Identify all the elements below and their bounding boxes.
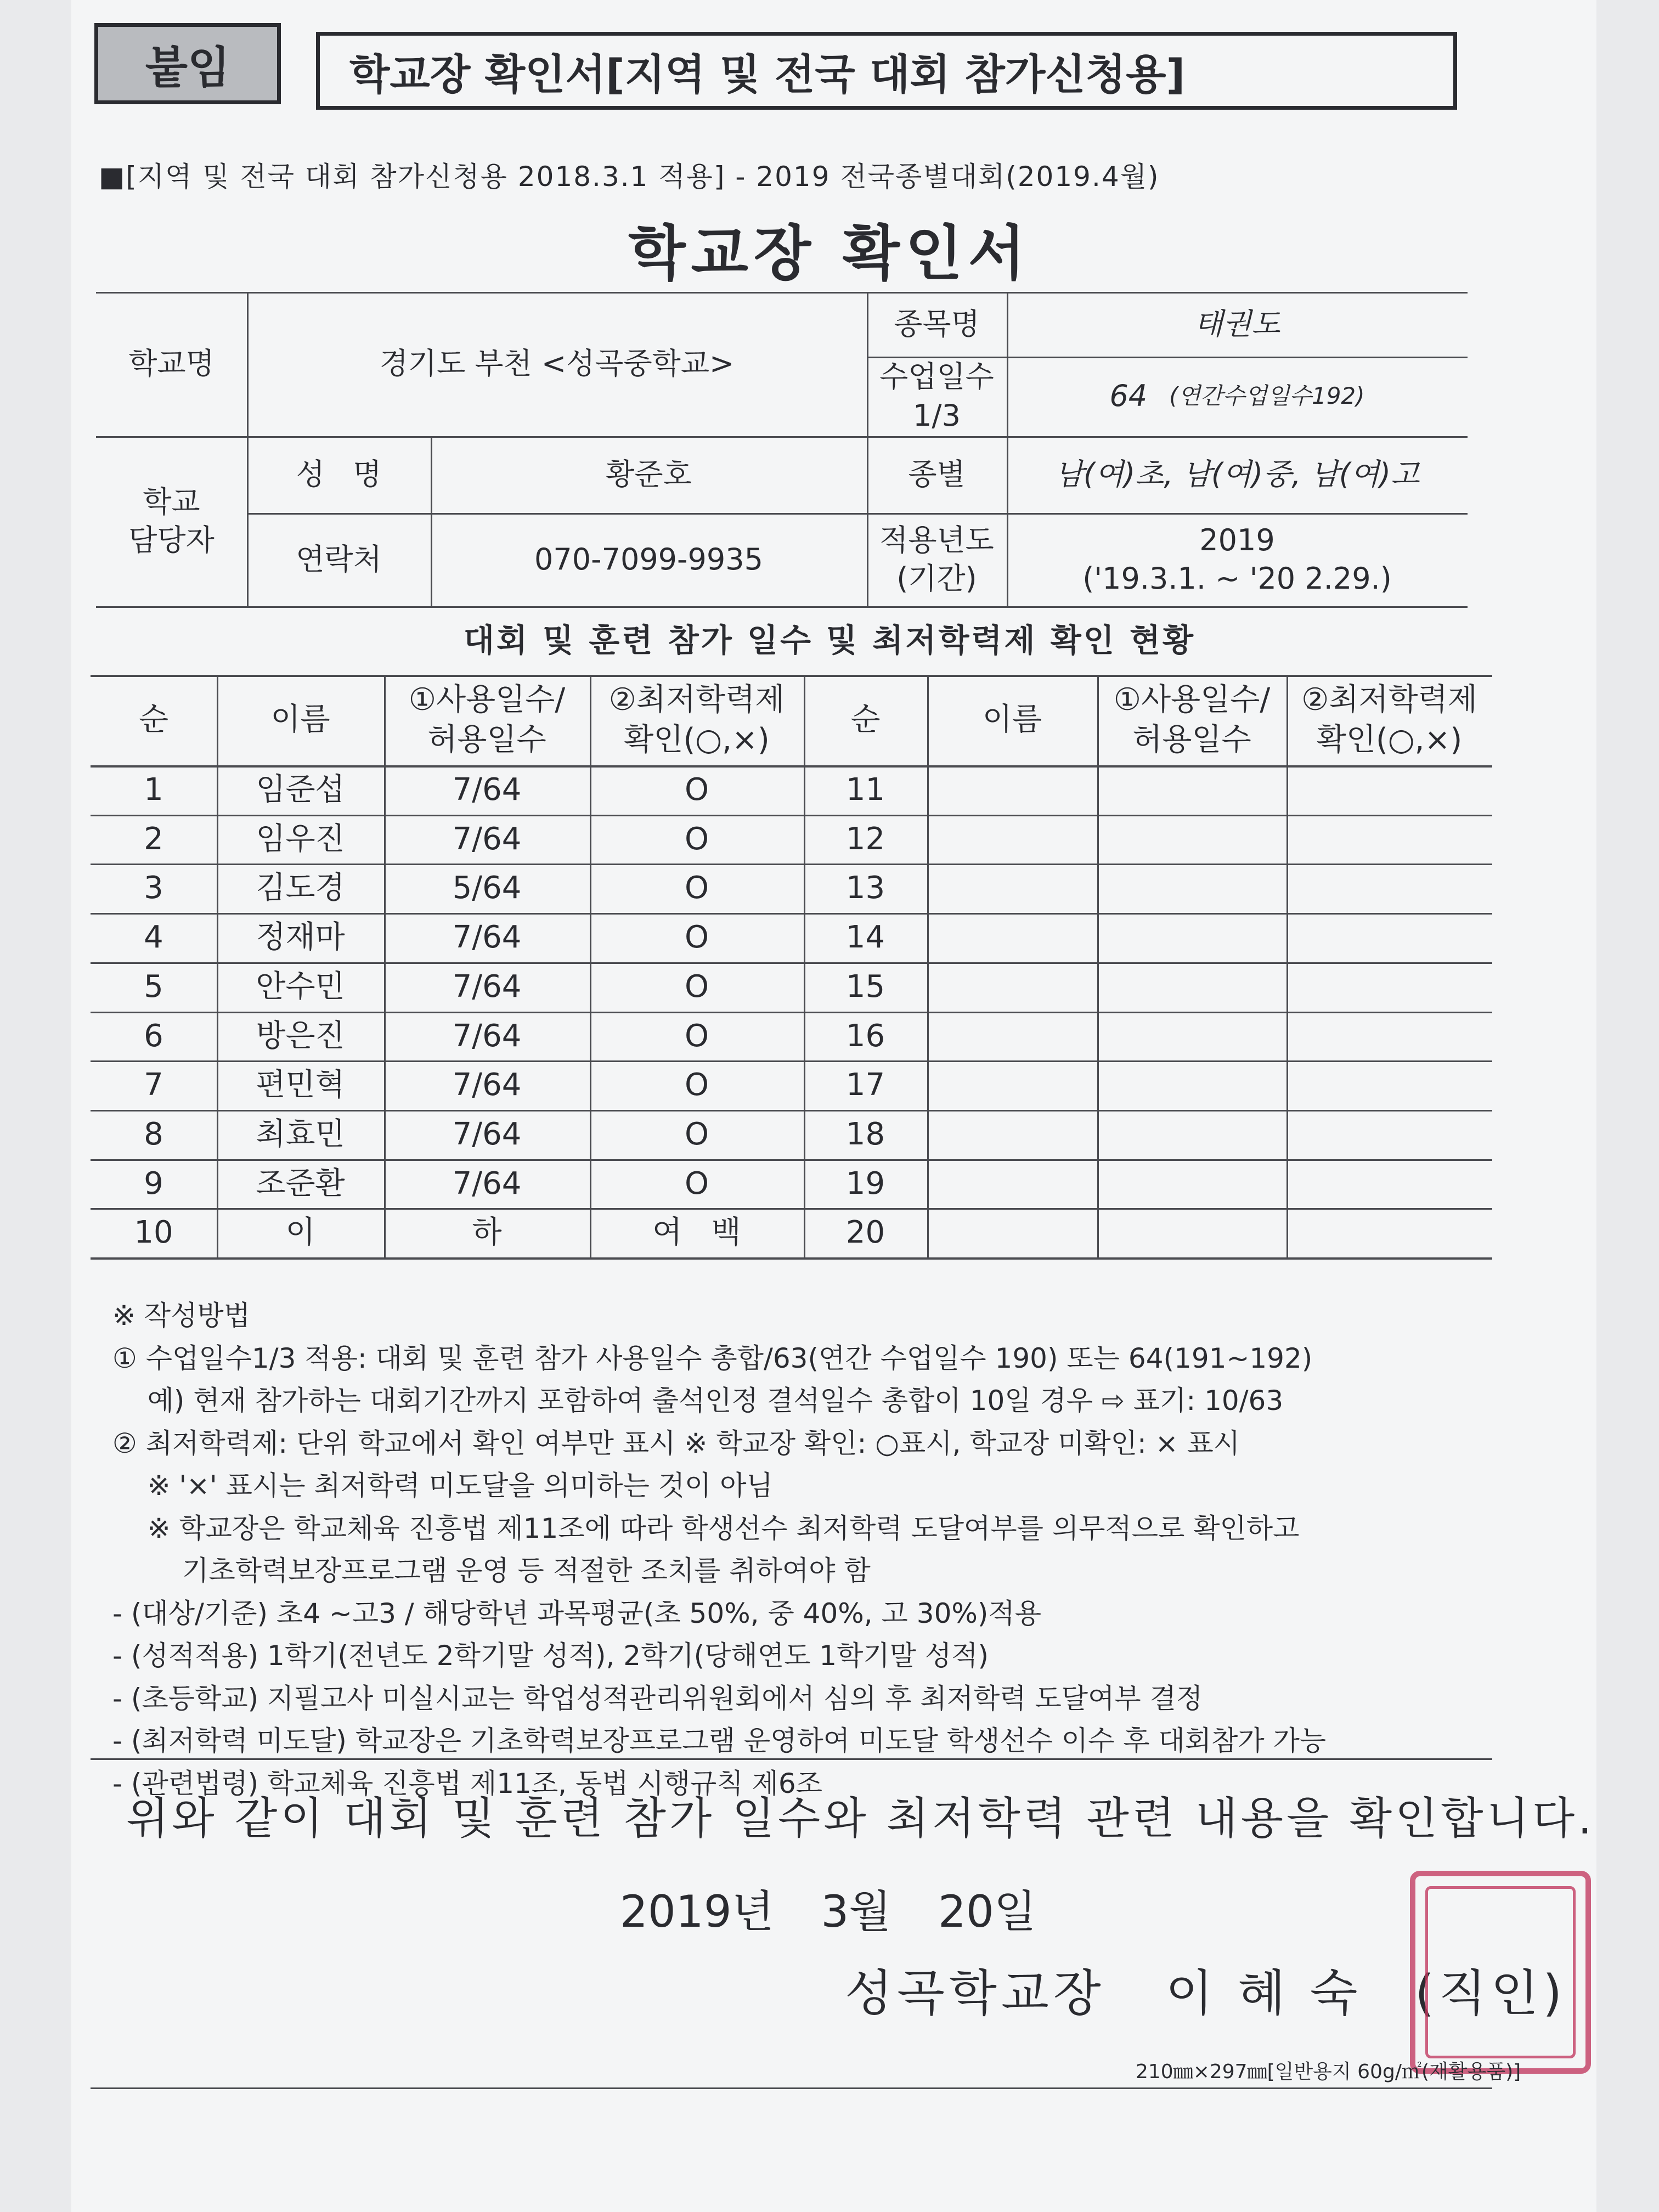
table-bottom-rule bbox=[91, 1257, 1492, 1260]
row-no-cell: 3 bbox=[144, 870, 163, 906]
row-check-cell: O bbox=[684, 919, 709, 955]
row-name-cell: 안수민 bbox=[256, 968, 345, 1005]
header-days-right-line2: 허용일수 bbox=[1132, 721, 1251, 758]
row-name-cell: 임준섭 bbox=[256, 771, 345, 808]
paper-spec-footer: 210㎜×297㎜[일반용지 60g/㎡(재활용품)] bbox=[1136, 2061, 1521, 2083]
manager-label bbox=[96, 436, 247, 606]
row-no-cell: 9 bbox=[144, 1165, 163, 1201]
row-check-cell: O bbox=[684, 771, 709, 808]
name-value: 황준호 bbox=[606, 456, 692, 492]
instruction-line: - (최저학력 미도달) 학교장은 기초학력보장프로그램 운영하여 미도달 학생선수 이수 후 대회참가 가능 bbox=[112, 1725, 1327, 1757]
row-name-cell: 편민혁 bbox=[256, 1066, 345, 1103]
row-check-cell: 여 백 bbox=[652, 1214, 741, 1250]
row-days-cell: 5/64 bbox=[452, 870, 522, 906]
instruction-line: ※ 학교장은 학교체육 진흥법 제11조에 따라 학생선수 최저학력 도달여부를 의무적으로 확인하고 bbox=[112, 1512, 1300, 1544]
row-no-cell: 2 bbox=[144, 821, 163, 857]
row-days-cell: 7/64 bbox=[452, 1165, 522, 1201]
row-no-cell: 1 bbox=[144, 771, 163, 808]
category-value: 남(여)초, 남(여)중, 남(여)고 bbox=[1054, 456, 1420, 492]
instruction-line: ① 수업일수1/3 적용: 대회 및 훈련 참가 사용일수 총합/63(연간 수업일수 190) 또는 64(191~192) bbox=[112, 1342, 1313, 1374]
date-month: 3월 bbox=[821, 1886, 891, 1937]
header-days-right bbox=[1097, 675, 1286, 765]
instruction-line: - (성적적용) 1학기(전년도 2학기말 성적), 2학기(당해연도 1학기말 성적) bbox=[112, 1640, 989, 1672]
official-seal-stamp bbox=[1410, 1871, 1591, 2074]
row-check-cell: O bbox=[684, 1165, 709, 1201]
footer-rule bbox=[91, 2087, 1492, 2089]
class-days-label-line1: 수업일수 bbox=[879, 359, 994, 394]
section-title: 대회 및 훈련 참가 일수 및 최저학력제 확인 현황 bbox=[463, 622, 1196, 659]
header-check bbox=[590, 675, 804, 765]
instruction-line: - (대상/기준) 초4 ~고3 / 해당학년 과목평균(초 50%, 중 40%, 고 30%)적용 bbox=[112, 1597, 1041, 1629]
row-no-cell: 5 bbox=[144, 968, 163, 1005]
official-seal-inner bbox=[1425, 1886, 1576, 2058]
row-check-cell: O bbox=[684, 870, 709, 906]
row-days-cell: 7/64 bbox=[452, 968, 522, 1005]
manager-label-line2: 담당자 bbox=[128, 523, 215, 557]
page-title: 학교장 확인서 bbox=[628, 219, 1031, 288]
notes-bottom-rule bbox=[91, 1758, 1492, 1760]
contact-label: 연락처 bbox=[296, 541, 382, 577]
row-name-cell: 조준환 bbox=[256, 1165, 345, 1201]
row-no-cell: 10 bbox=[134, 1214, 173, 1250]
name-label: 성 명 bbox=[296, 456, 382, 492]
header-name-right: 이름 bbox=[982, 702, 1042, 738]
class-days-value bbox=[1007, 357, 1468, 436]
row-name-cell: 정재마 bbox=[256, 919, 345, 955]
instructions bbox=[112, 1295, 1326, 1805]
header-days-line2: 허용일수 bbox=[427, 721, 546, 758]
row-no-right-cell: 11 bbox=[845, 771, 885, 808]
instruction-line: 기초학력보장프로그램 운영 등 적절한 조치를 취하여야 함 bbox=[112, 1555, 871, 1587]
scope-line: ■[지역 및 전국 대회 참가신청용 2018.3.1 적용] - 2019 전국종별대회(2019.4월) bbox=[99, 161, 1160, 193]
row-name-cell: 임우진 bbox=[256, 821, 345, 857]
instruction-line: ※ '×' 표시는 최저학력 미도달을 의미하는 것이 아님 bbox=[112, 1470, 773, 1502]
row-no-right-cell: 16 bbox=[845, 1018, 885, 1054]
sport-label: 종목명 bbox=[894, 306, 980, 341]
principal-name: 성곡학교장 이 혜 숙 bbox=[845, 1965, 1362, 2022]
row-check-cell: O bbox=[684, 1116, 709, 1152]
row-no-right-cell: 14 bbox=[845, 919, 885, 955]
header-check-line2: 확인(○,×) bbox=[624, 721, 770, 758]
row-name-cell: 최효민 bbox=[256, 1116, 345, 1152]
row-days-cell: 하 bbox=[472, 1214, 502, 1250]
period-year: 2019 bbox=[1199, 522, 1275, 557]
row-check-cell: O bbox=[684, 1066, 709, 1103]
period-value bbox=[1007, 513, 1468, 606]
class-days-label-line2: 1/3 bbox=[913, 398, 961, 433]
school-value: 경기도 부천 <성곡중학교> bbox=[379, 346, 735, 381]
instruction-line: 예) 현재 참가하는 대회기간까지 포함하여 출석인정 결석일수 총합이 10일 경우 ⇨ 표기: 10/63 bbox=[112, 1385, 1284, 1417]
issue-date bbox=[620, 1876, 1036, 1939]
row-no-right-cell: 15 bbox=[845, 968, 885, 1005]
info-table-bottom-rule bbox=[96, 606, 1468, 608]
category-label: 종별 bbox=[908, 456, 966, 492]
contact-value: 070-7099-9935 bbox=[534, 541, 763, 577]
row-days-cell: 7/64 bbox=[452, 821, 522, 857]
class-days-label bbox=[867, 357, 1007, 436]
row-check-cell: O bbox=[684, 821, 709, 857]
row-days-cell: 7/64 bbox=[452, 771, 522, 808]
school-label: 학교명 bbox=[128, 346, 215, 381]
row-name-cell: 이 bbox=[285, 1214, 315, 1250]
row-days-cell: 7/64 bbox=[452, 1018, 522, 1054]
header-no: 순 bbox=[138, 702, 169, 738]
header-days-line1: ①사용일수/ bbox=[408, 681, 566, 718]
period-label-line1: 적용년도 bbox=[879, 522, 994, 557]
instruction-line: ② 최저학력제: 단위 학교에서 확인 여부만 표시 ※ 학교장 확인: ○표시, 학교장 미확인: × 표시 bbox=[112, 1427, 1240, 1459]
date-year: 2019년 bbox=[620, 1886, 774, 1937]
header-name: 이름 bbox=[270, 702, 330, 738]
row-no-right-cell: 18 bbox=[845, 1116, 885, 1152]
row-days-cell: 7/64 bbox=[452, 1066, 522, 1103]
period-label-line2: (기간) bbox=[896, 561, 977, 596]
class-days-number: 64 bbox=[1109, 379, 1148, 414]
class-days-note: (연간수업일수192) bbox=[1169, 382, 1365, 410]
confirmation-statement: 위와 같이 대회 및 훈련 참가 일수와 최저학력 관련 내용을 확인합니다. bbox=[126, 1793, 1595, 1844]
row-no-cell: 4 bbox=[144, 919, 163, 955]
row-no-right-cell: 13 bbox=[845, 870, 885, 906]
row-no-right-cell: 17 bbox=[845, 1066, 885, 1103]
document-box-title: 학교장 확인서[지역 및 전국 대회 참가신청용] bbox=[316, 32, 1457, 110]
header-no-right: 순 bbox=[850, 702, 881, 738]
header-check-line1: ②최저학력제 bbox=[608, 681, 785, 718]
row-no-right-cell: 19 bbox=[845, 1165, 885, 1201]
instructions-heading: ※ 작성방법 bbox=[112, 1300, 250, 1331]
row-no-cell: 8 bbox=[144, 1116, 163, 1152]
row-no-cell: 7 bbox=[144, 1066, 163, 1103]
header-days bbox=[384, 675, 590, 765]
row-check-cell: O bbox=[684, 1018, 709, 1054]
row-no-right-cell: 12 bbox=[845, 821, 885, 857]
row-name-cell: 방은진 bbox=[256, 1018, 345, 1054]
manager-label-line1: 학교 bbox=[143, 484, 200, 519]
header-check-right-line2: 확인(○,×) bbox=[1316, 721, 1463, 758]
attachment-label: 붙임 bbox=[94, 23, 281, 104]
header-check-right-line1: ②최저학력제 bbox=[1301, 681, 1477, 718]
official-seal-label: (직인) bbox=[1415, 1965, 1567, 2022]
sport-value: 태권도 bbox=[1194, 306, 1280, 341]
header-days-right-line1: ①사용일수/ bbox=[1113, 681, 1271, 718]
instruction-line: - (관련법령) 학교체육 진흥법 제11조, 동법 시행규칙 제6조 bbox=[112, 1767, 822, 1799]
period-label bbox=[867, 513, 1007, 606]
period-range: ('19.3.1. ~ '20 2.29.) bbox=[1082, 561, 1392, 596]
instruction-line: - (초등학교) 지필고사 미실시교는 학업성적관리위원회에서 심의 후 최저학력 도달여부 결정 bbox=[112, 1682, 1203, 1714]
row-no-cell: 6 bbox=[144, 1018, 163, 1054]
header-check-right bbox=[1286, 675, 1492, 765]
row-days-cell: 7/64 bbox=[452, 919, 522, 955]
row-no-right-cell: 20 bbox=[845, 1214, 885, 1250]
date-day: 20일 bbox=[938, 1886, 1037, 1937]
row-check-cell: O bbox=[684, 968, 709, 1005]
row-name-cell: 김도경 bbox=[256, 870, 345, 906]
row-days-cell: 7/64 bbox=[452, 1116, 522, 1152]
